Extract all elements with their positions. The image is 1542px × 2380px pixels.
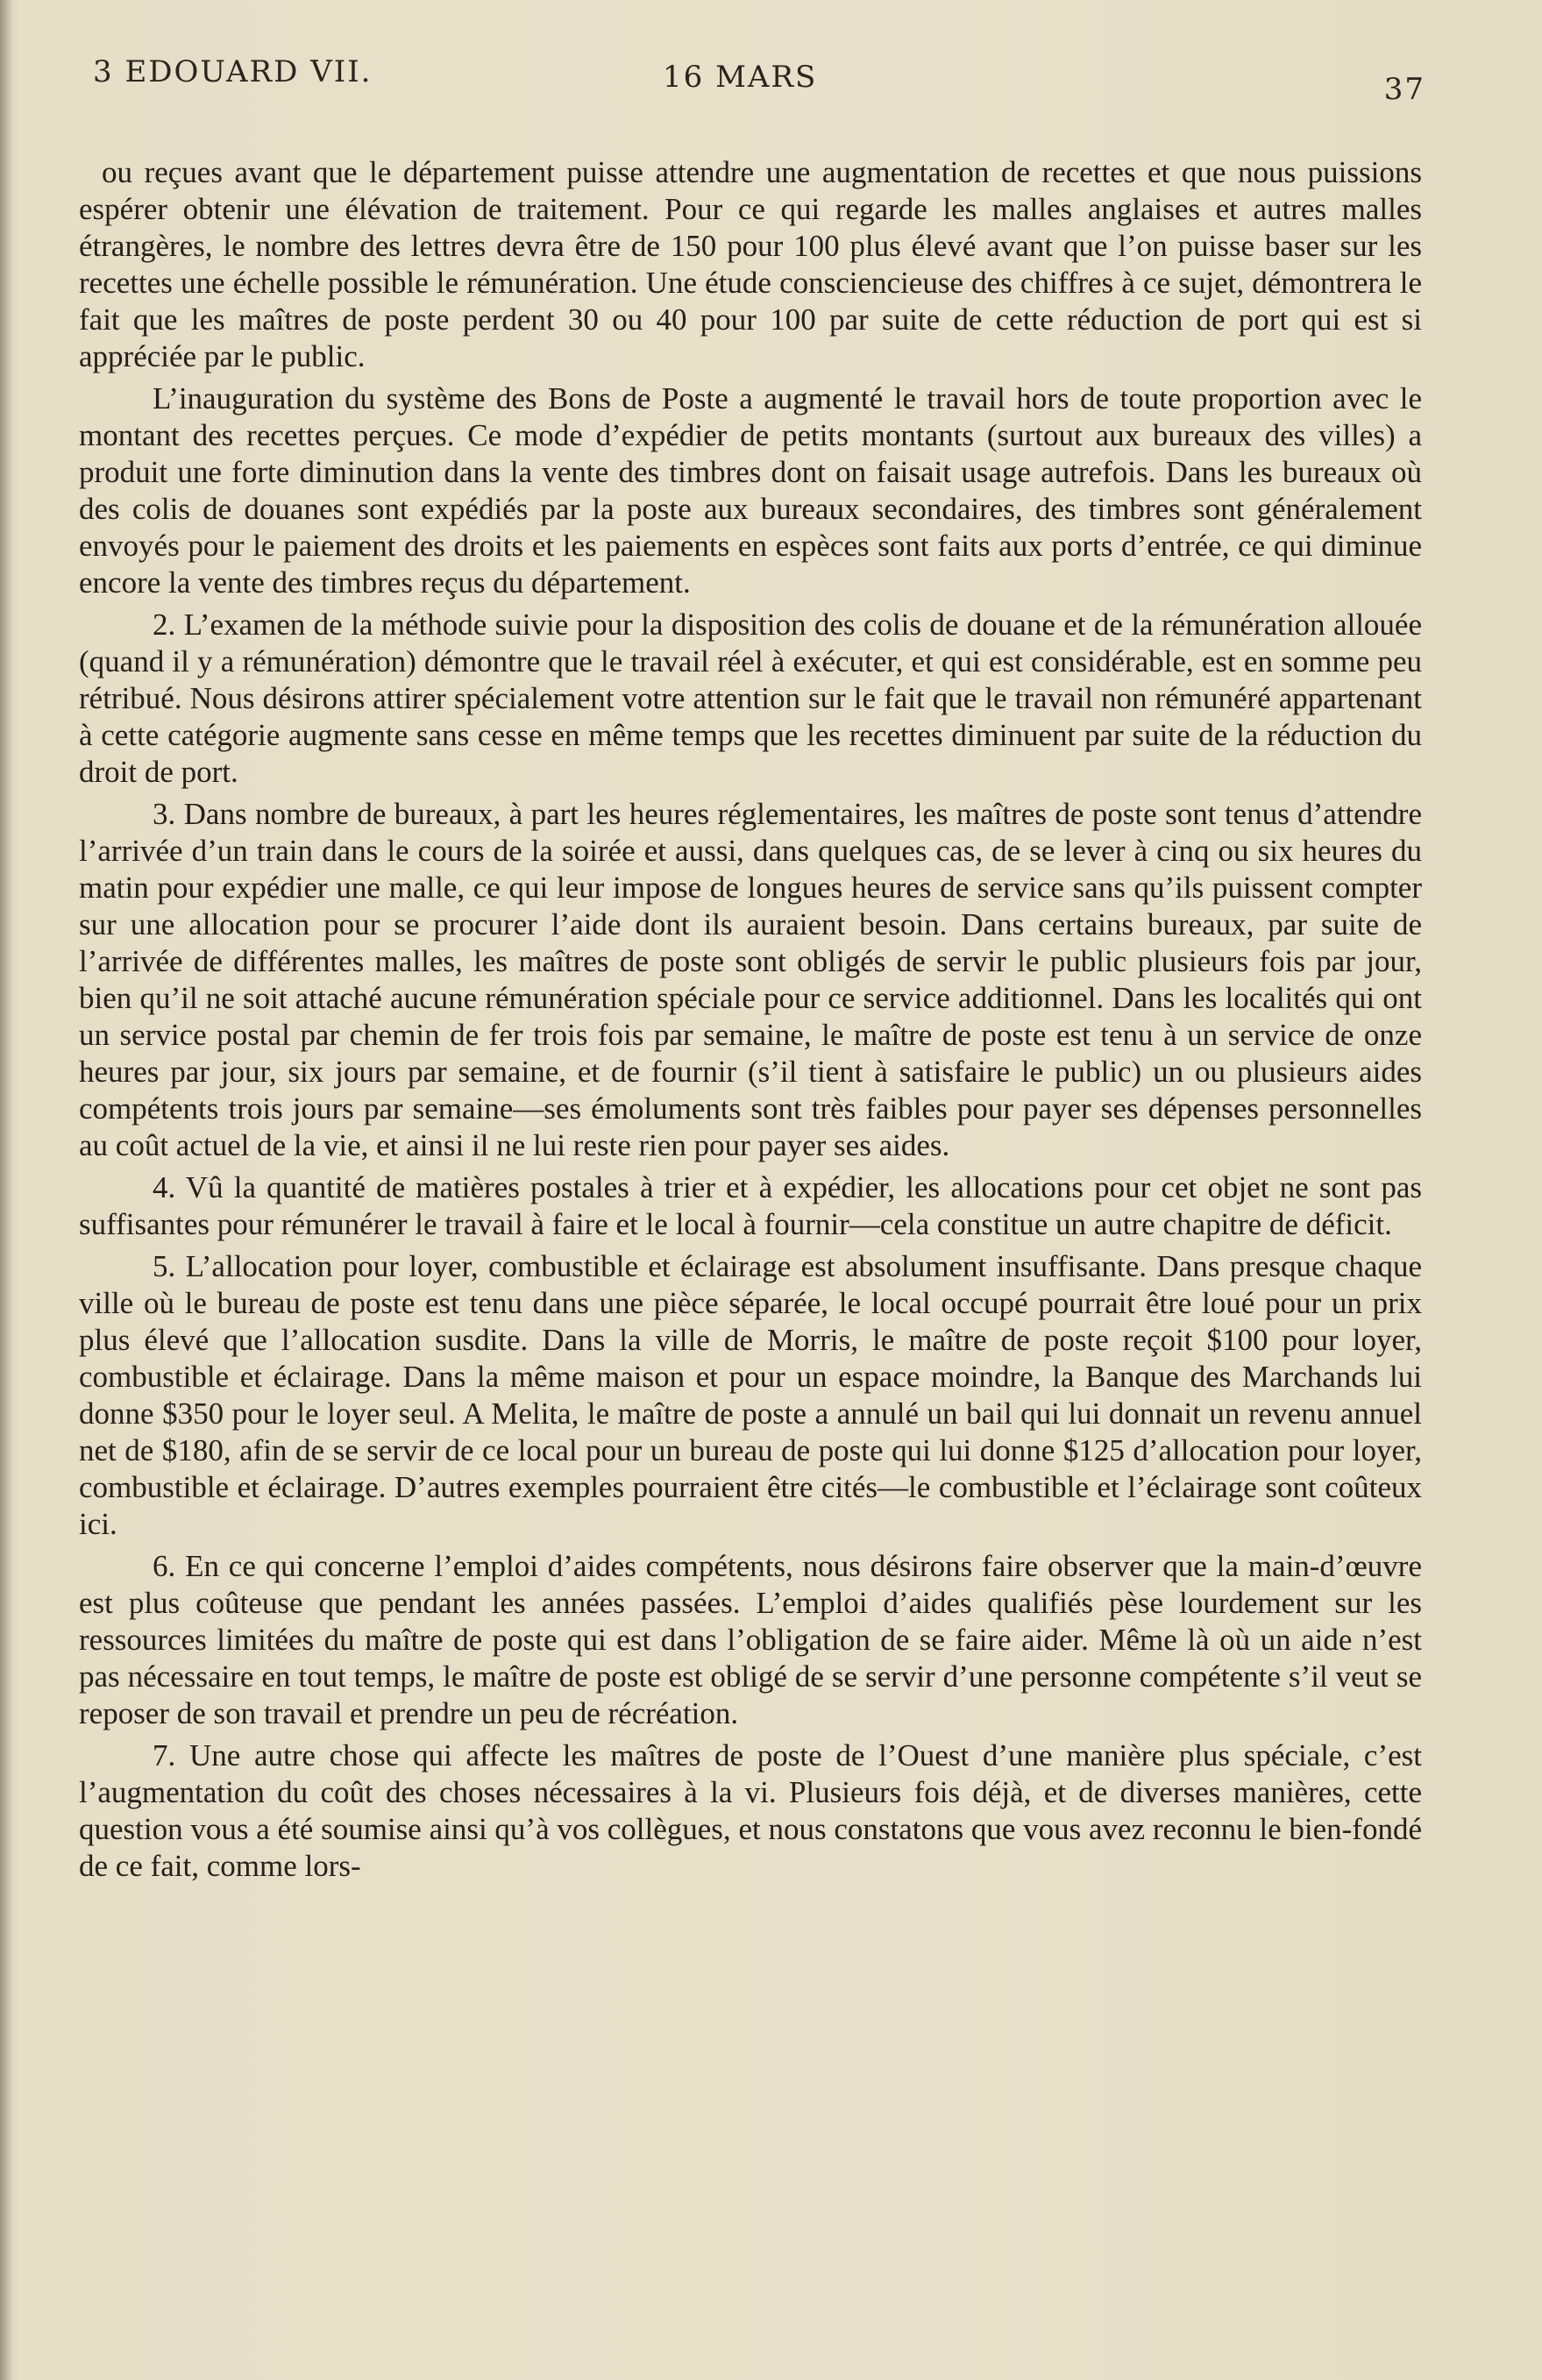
paragraph-item-3: 3. Dans nombre de bureaux, à part les heures réglementaires, les maîtres de poste sont tenus d’attendre l’arrivée d’un train dans le cours de la soirée et aussi, dans quelques cas, de se lever à cinq ou six heures du matin pour expédier une malle, ce qui leur impose de longues heures de service sans qu’ils puissent compter sur une allocation pour se procurer l’aide dont ils auraient besoin. Dans certains bureaux, par suite de l’arrivée de différentes malles, les maîtres de poste sont obligés de servir le public plusieurs fois par jour, bien qu’il ne soit attaché aucune rémunération spéciale pour ce service additionnel. Dans les localités qui ont un service postal par chemin de fer trois fois par semaine, le maître de poste est tenu à un service de onze heures par jour, six jours par semaine, et de fournir (s’il tient à satisfaire le public) un ou plusieurs aides compétents trois jours par semaine—ses émoluments sont très faibles pour payer ses dépenses personnelles au coût actuel de la vie, et ainsi il ne lui reste rien pour payer ses aides. [79, 797, 1422, 1162]
paragraph-item-7: 7. Une autre chose qui affecte les maîtres de poste de l’Ouest d’une manière plus spéciale, c’est l’augmentation du coût des choses nécessaires à la vi. Plusieurs fois déjà, et de diverses manières, cette question vous a été soumise ainsi qu’à vos collègues, et nous constatons que vous avez reconnu le bien-fondé de ce fait, comme lors- [79, 1738, 1422, 1883]
header-date: 16 MARS [663, 60, 818, 95]
paragraph-item-2: 2. L’examen de la méthode suivie pour la disposition des colis de douane et de la rémunération allouée (quand il y a rémunération) démontre que le travail réel à exécuter, et qui est considérable, est en somme peu rétribué. Nous désirons attirer spécialement votre attention sur le fait que le travail non rémunéré appartenant à cette catégorie augmente sans cesse en même temps que les recettes diminuent par suite de la réduction du droit de port. [79, 607, 1422, 789]
page-number: 37 [1383, 72, 1425, 107]
paragraph-item-5: 5. L’allocation pour loyer, combustible et éclairage est absolument insuffisante. Dans presque chaque ville où le bureau de poste est tenu dans une pièce séparée, le local occupé pourrait être loué pour un prix plus élevé que l’allocation susdite. Dans la ville de Morris, le maître de poste reçoit $100 pour loyer, combustible et éclairage. Dans la même maison et pour un espace moindre, la Banque des Marchands lui donne $350 pour le loyer seul. A Melita, le maître de poste a annulé un bail qui lui donnait un revenu annuel net de $180, afin de se servir de ce local pour un bureau de poste qui lui donne $125 d’allocation pour loyer, combustible et éclairage. D’autres exemples pourraient être cités—le combustible et l’éclairage sont coûteux ici. [79, 1249, 1422, 1541]
header-regnal-year: 3 EDOUARD VII. [93, 54, 373, 89]
paragraph-continuation: ou reçues avant que le département puisse attendre une augmentation de recettes et que nous puissions espérer obtenir une élévation de traitement. Pour ce qui regarde les malles anglaises et autres malles étrangères, le nombre des lettres devra être de 150 pour 100 plus élevé avant que l’on puisse baser sur les recettes une échelle possible le rémunération. Une étude consciencieuse des chiffres à ce sujet, démontrera le fait que les maîtres de poste perdent 30 ou 40 pour 100 par suite de cette réduction de port qui est si appréciée par le public. [79, 155, 1422, 373]
running-header [93, 51, 1425, 107]
page-binding-edge [0, 0, 12, 2380]
body-text [79, 154, 1422, 1890]
paragraph-bons-de-poste: L’inauguration du système des Bons de Poste a augmenté le travail hors de toute proportion avec le montant des recettes perçues. Ce mode d’expédier de petits montants (surtout aux bureaux des villes) a produit une forte diminution dans la vente des timbres dont on faisait usage autrefois. Dans les bureaux où des colis de douanes sont expédiés par la poste aux bureaux secondaires, des timbres sont généralement envoyés pour le paiement des droits et les paiements en espèces sont faits aux ports d’entrée, ce qui diminue encore la vente des timbres reçus du département. [79, 381, 1422, 600]
paragraph-item-4: 4. Vû la quantité de matières postales à trier et à expédier, les allocations pour cet objet ne sont pas suffisantes pour rémunérer le travail à faire et le local à fournir—cela constitue un autre chapitre de déficit. [79, 1170, 1422, 1241]
paragraph-item-6: 6. En ce qui concerne l’emploi d’aides compétents, nous désirons faire observer que la main-d’œuvre est plus coûteuse que pendant les années passées. L’emploi d’aides qualifiés pèse lourdement sur les ressources limitées du maître de poste qui est dans l’obligation de se faire aider. Même là où un aide n’est pas nécessaire en tout temps, le maître de poste est obligé de se servir d’une personne compétente s’il veut se reposer de son travail et prendre un peu de récréation. [79, 1549, 1422, 1730]
